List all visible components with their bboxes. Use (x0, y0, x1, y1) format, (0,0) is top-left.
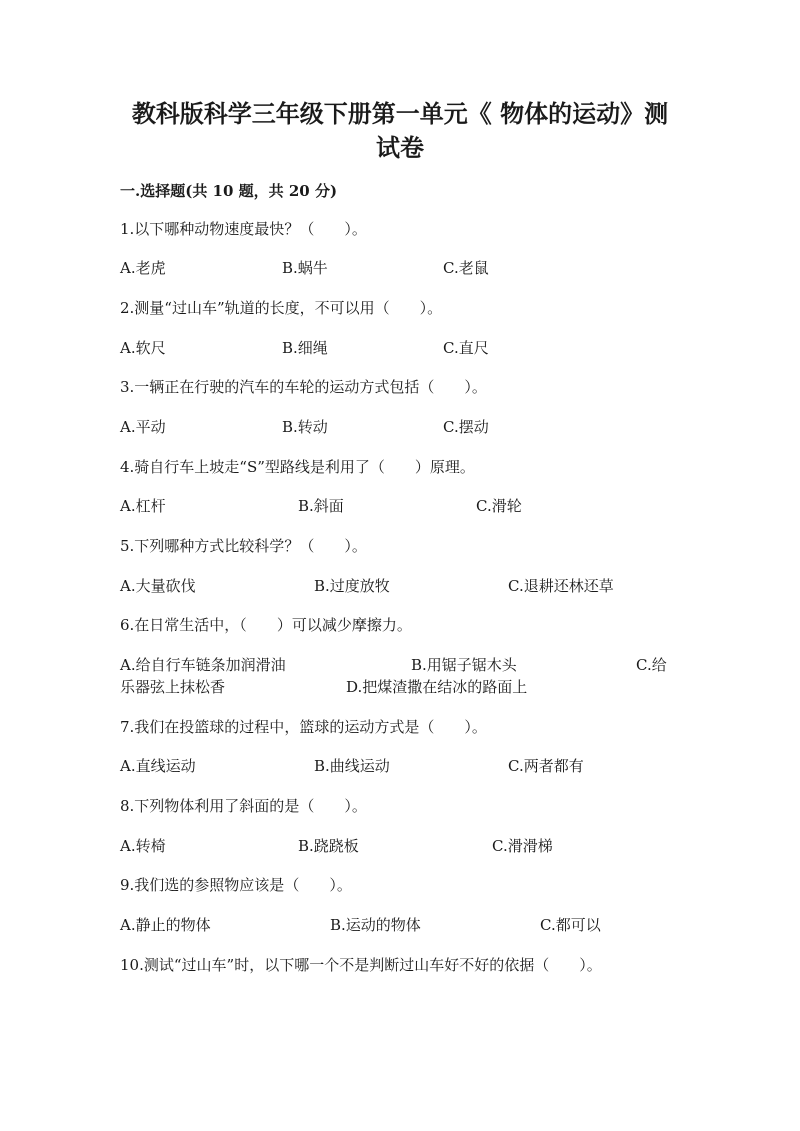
q2-option-a[interactable]: A.软尺 (120, 339, 166, 357)
q4-option-c[interactable]: C.滑轮 (476, 497, 522, 515)
q6-option-b[interactable]: B.用锯子锯木头 (411, 656, 517, 674)
q1-option-b[interactable]: B.蜗牛 (282, 259, 328, 277)
q3-option-c[interactable]: C.摆动 (443, 418, 489, 436)
q2-option-b[interactable]: B.细绳 (282, 339, 328, 357)
q8-option-c[interactable]: C.滑滑梯 (492, 837, 553, 855)
question-10: 10.测试“过山车”时，以下哪一个不是判断过山车好不好的依据（ ）。 (120, 956, 602, 974)
q6-option-c-continued[interactable]: 乐器弦上抹松香 (120, 678, 226, 696)
q8-option-a[interactable]: A.转椅 (120, 837, 166, 855)
question-5: 5.下列哪种方式比较科学？（ ）。 (120, 537, 367, 555)
q7-option-b[interactable]: B.曲线运动 (314, 757, 390, 775)
q6-option-d[interactable]: D.把煤渣撒在结冰的路面上 (346, 678, 528, 696)
q9-option-a[interactable]: A.静止的物体 (120, 916, 211, 934)
q7-option-c[interactable]: C.两者都有 (508, 757, 584, 775)
q3-option-b[interactable]: B.转动 (282, 418, 328, 436)
q8-option-b[interactable]: B.跷跷板 (298, 837, 359, 855)
page-title-line-1: 教科版科学三年级下册第一单元《 物体的运动》测 (131, 99, 669, 128)
q4-option-a[interactable]: A.杠杆 (120, 497, 166, 515)
q5-option-b[interactable]: B.过度放牧 (314, 577, 390, 595)
q1-option-c[interactable]: C.老鼠 (443, 259, 489, 277)
q2-option-c[interactable]: C.直尺 (443, 339, 489, 357)
q7-option-a[interactable]: A.直线运动 (120, 757, 196, 775)
section-heading: 一.选择题(共 10 题，共 20 分) (120, 182, 338, 200)
q5-option-a[interactable]: A.大量砍伐 (120, 577, 196, 595)
q4-option-b[interactable]: B.斜面 (298, 497, 344, 515)
q3-option-a[interactable]: A.平动 (120, 418, 166, 436)
q9-option-c[interactable]: C.都可以 (540, 916, 601, 934)
question-2: 2.测量“过山车”轨道的长度，不可以用（ ）。 (120, 299, 443, 317)
q6-option-a[interactable]: A.给自行车链条加润滑油 (120, 656, 286, 674)
q9-option-b[interactable]: B.运动的物体 (330, 916, 421, 934)
question-7: 7.我们在投篮球的过程中，篮球的运动方式是（ ）。 (120, 718, 487, 736)
question-8: 8.下列物体利用了斜面的是（ ）。 (120, 797, 367, 815)
page-title-line-2: 试卷 (376, 133, 424, 162)
question-3: 3.一辆正在行驶的汽车的车轮的运动方式包括（ ）。 (120, 378, 487, 396)
question-4: 4.骑自行车上坡走“S”型路线是利用了（ ）原理。 (120, 458, 475, 476)
question-6: 6.在日常生活中，（ ）可以减少摩擦力。 (120, 616, 412, 634)
question-9: 9.我们选的参照物应该是（ ）。 (120, 876, 352, 894)
q5-option-c[interactable]: C.退耕还林还草 (508, 577, 614, 595)
question-1: 1.以下哪种动物速度最快？（ ）。 (120, 220, 367, 238)
q1-option-a[interactable]: A.老虎 (120, 259, 166, 277)
q6-option-c[interactable]: C.给 (636, 656, 667, 674)
